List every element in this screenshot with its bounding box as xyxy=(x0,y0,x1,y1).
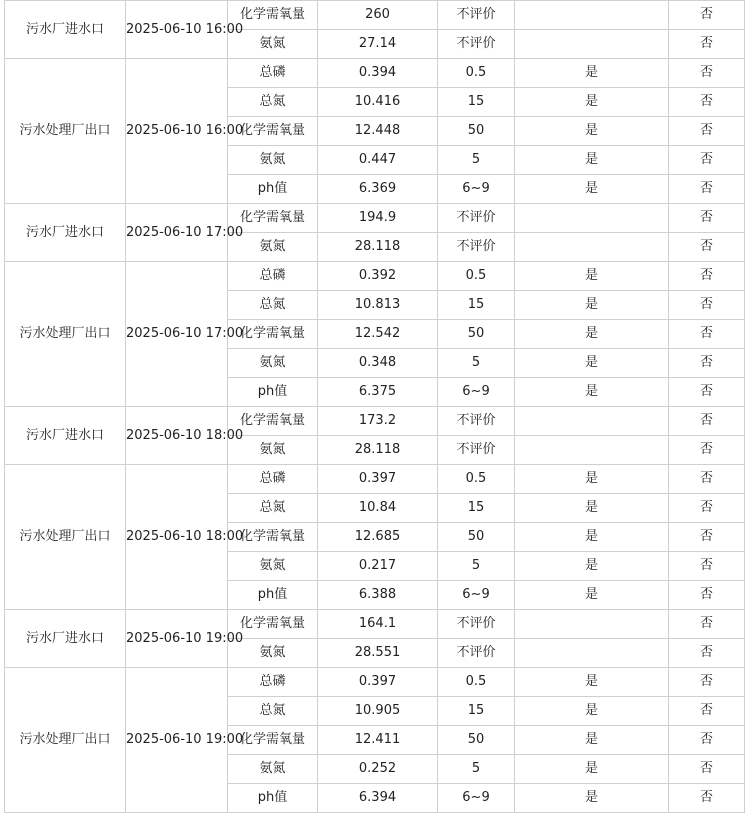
table-row xyxy=(5,262,745,291)
compliance-cell xyxy=(515,436,669,465)
measured-value-cell: 6.369 xyxy=(318,175,438,204)
standard-limit-cell: 0.5 xyxy=(438,262,515,291)
pollutant-item-cell: 氨氮 xyxy=(228,233,318,262)
measured-value-cell: 0.392 xyxy=(318,262,438,291)
standard-limit-cell: 不评价 xyxy=(438,233,515,262)
pollutant-item-cell: 化学需氧量 xyxy=(228,726,318,755)
compliance-cell: 是 xyxy=(515,581,669,610)
exceed-flag-cell: 否 xyxy=(669,552,745,581)
pollutant-item-cell: 总磷 xyxy=(228,59,318,88)
compliance-cell: 是 xyxy=(515,494,669,523)
compliance-cell: 是 xyxy=(515,523,669,552)
exceed-flag-cell: 否 xyxy=(669,697,745,726)
site-name-cell: 污水处理厂出口 xyxy=(5,465,126,610)
measured-value-cell: 0.394 xyxy=(318,59,438,88)
exceed-flag-cell: 否 xyxy=(669,233,745,262)
compliance-cell: 是 xyxy=(515,175,669,204)
exceed-flag-cell: 否 xyxy=(669,204,745,233)
monitor-time-cell: 2025-06-10 19:00 xyxy=(126,610,228,668)
standard-limit-cell: 15 xyxy=(438,291,515,320)
pollutant-item-cell: 氨氮 xyxy=(228,436,318,465)
measured-value-cell: 164.1 xyxy=(318,610,438,639)
pollutant-item-cell: 总磷 xyxy=(228,668,318,697)
pollutant-item-cell: 化学需氧量 xyxy=(228,1,318,30)
site-name-cell: 污水处理厂出口 xyxy=(5,59,126,204)
monitor-time-cell: 2025-06-10 17:00 xyxy=(126,204,228,262)
compliance-cell xyxy=(515,610,669,639)
exceed-flag-cell: 否 xyxy=(669,262,745,291)
pollutant-item-cell: 化学需氧量 xyxy=(228,610,318,639)
pollutant-item-cell: 化学需氧量 xyxy=(228,320,318,349)
monitor-time-cell: 2025-06-10 16:00 xyxy=(126,1,228,59)
standard-limit-cell: 6~9 xyxy=(438,175,515,204)
compliance-cell xyxy=(515,204,669,233)
compliance-cell: 是 xyxy=(515,668,669,697)
standard-limit-cell: 50 xyxy=(438,320,515,349)
standard-limit-cell: 5 xyxy=(438,552,515,581)
exceed-flag-cell: 否 xyxy=(669,88,745,117)
monitoring-data-table xyxy=(4,0,745,813)
compliance-cell: 是 xyxy=(515,117,669,146)
monitor-time-cell: 2025-06-10 19:00 xyxy=(126,668,228,813)
compliance-cell xyxy=(515,30,669,59)
compliance-cell: 是 xyxy=(515,755,669,784)
measured-value-cell: 10.813 xyxy=(318,291,438,320)
standard-limit-cell: 6~9 xyxy=(438,784,515,813)
measured-value-cell: 28.118 xyxy=(318,233,438,262)
measured-value-cell: 6.388 xyxy=(318,581,438,610)
compliance-cell: 是 xyxy=(515,320,669,349)
site-name-cell: 污水厂进水口 xyxy=(5,1,126,59)
monitor-time-cell: 2025-06-10 17:00 xyxy=(126,262,228,407)
standard-limit-cell: 50 xyxy=(438,726,515,755)
compliance-cell: 是 xyxy=(515,465,669,494)
measured-value-cell: 0.252 xyxy=(318,755,438,784)
compliance-cell: 是 xyxy=(515,697,669,726)
measured-value-cell: 28.551 xyxy=(318,639,438,668)
compliance-cell: 是 xyxy=(515,349,669,378)
pollutant-item-cell: ph值 xyxy=(228,581,318,610)
exceed-flag-cell: 否 xyxy=(669,610,745,639)
exceed-flag-cell: 否 xyxy=(669,117,745,146)
measured-value-cell: 27.14 xyxy=(318,30,438,59)
measured-value-cell: 173.2 xyxy=(318,407,438,436)
site-name-cell: 污水厂进水口 xyxy=(5,610,126,668)
standard-limit-cell: 不评价 xyxy=(438,1,515,30)
standard-limit-cell: 不评价 xyxy=(438,30,515,59)
standard-limit-cell: 不评价 xyxy=(438,610,515,639)
monitor-time-cell: 2025-06-10 18:00 xyxy=(126,407,228,465)
exceed-flag-cell: 否 xyxy=(669,1,745,30)
exceed-flag-cell: 否 xyxy=(669,755,745,784)
compliance-cell: 是 xyxy=(515,88,669,117)
exceed-flag-cell: 否 xyxy=(669,494,745,523)
standard-limit-cell: 15 xyxy=(438,494,515,523)
pollutant-item-cell: 总氮 xyxy=(228,494,318,523)
compliance-cell: 是 xyxy=(515,552,669,581)
exceed-flag-cell: 否 xyxy=(669,668,745,697)
measured-value-cell: 0.217 xyxy=(318,552,438,581)
pollutant-item-cell: ph值 xyxy=(228,378,318,407)
standard-limit-cell: 5 xyxy=(438,146,515,175)
table-row xyxy=(5,465,745,494)
standard-limit-cell: 6~9 xyxy=(438,581,515,610)
compliance-cell: 是 xyxy=(515,291,669,320)
pollutant-item-cell: 化学需氧量 xyxy=(228,407,318,436)
pollutant-item-cell: 总磷 xyxy=(228,262,318,291)
compliance-cell: 是 xyxy=(515,262,669,291)
exceed-flag-cell: 否 xyxy=(669,320,745,349)
pollutant-item-cell: 化学需氧量 xyxy=(228,523,318,552)
exceed-flag-cell: 否 xyxy=(669,349,745,378)
pollutant-item-cell: 氨氮 xyxy=(228,349,318,378)
exceed-flag-cell: 否 xyxy=(669,581,745,610)
measured-value-cell: 10.905 xyxy=(318,697,438,726)
pollutant-item-cell: 氨氮 xyxy=(228,146,318,175)
measured-value-cell: 12.542 xyxy=(318,320,438,349)
measured-value-cell: 6.394 xyxy=(318,784,438,813)
compliance-cell: 是 xyxy=(515,726,669,755)
measured-value-cell: 28.118 xyxy=(318,436,438,465)
compliance-cell: 是 xyxy=(515,378,669,407)
exceed-flag-cell: 否 xyxy=(669,436,745,465)
site-name-cell: 污水厂进水口 xyxy=(5,407,126,465)
measured-value-cell: 194.9 xyxy=(318,204,438,233)
measured-value-cell: 260 xyxy=(318,1,438,30)
exceed-flag-cell: 否 xyxy=(669,59,745,88)
exceed-flag-cell: 否 xyxy=(669,30,745,59)
compliance-cell: 是 xyxy=(515,146,669,175)
exceed-flag-cell: 否 xyxy=(669,726,745,755)
table-row xyxy=(5,668,745,697)
pollutant-item-cell: 氨氮 xyxy=(228,30,318,59)
monitor-time-cell: 2025-06-10 16:00 xyxy=(126,59,228,204)
compliance-cell xyxy=(515,233,669,262)
compliance-cell xyxy=(515,1,669,30)
monitor-time-cell: 2025-06-10 18:00 xyxy=(126,465,228,610)
measured-value-cell: 6.375 xyxy=(318,378,438,407)
compliance-cell xyxy=(515,639,669,668)
table-row xyxy=(5,407,745,436)
site-name-cell: 污水厂进水口 xyxy=(5,204,126,262)
standard-limit-cell: 0.5 xyxy=(438,668,515,697)
pollutant-item-cell: ph值 xyxy=(228,784,318,813)
exceed-flag-cell: 否 xyxy=(669,784,745,813)
standard-limit-cell: 0.5 xyxy=(438,59,515,88)
measured-value-cell: 12.448 xyxy=(318,117,438,146)
table-row xyxy=(5,59,745,88)
pollutant-item-cell: ph值 xyxy=(228,175,318,204)
measured-value-cell: 0.397 xyxy=(318,465,438,494)
pollutant-item-cell: 氨氮 xyxy=(228,552,318,581)
standard-limit-cell: 5 xyxy=(438,349,515,378)
table-row xyxy=(5,204,745,233)
pollutant-item-cell: 总磷 xyxy=(228,465,318,494)
exceed-flag-cell: 否 xyxy=(669,407,745,436)
exceed-flag-cell: 否 xyxy=(669,523,745,552)
standard-limit-cell: 不评价 xyxy=(438,436,515,465)
measured-value-cell: 12.685 xyxy=(318,523,438,552)
exceed-flag-cell: 否 xyxy=(669,378,745,407)
measured-value-cell: 0.447 xyxy=(318,146,438,175)
compliance-cell: 是 xyxy=(515,59,669,88)
pollutant-item-cell: 氨氮 xyxy=(228,639,318,668)
exceed-flag-cell: 否 xyxy=(669,175,745,204)
table-row xyxy=(5,610,745,639)
measured-value-cell: 10.416 xyxy=(318,88,438,117)
measured-value-cell: 0.348 xyxy=(318,349,438,378)
standard-limit-cell: 50 xyxy=(438,523,515,552)
pollutant-item-cell: 总氮 xyxy=(228,88,318,117)
standard-limit-cell: 0.5 xyxy=(438,465,515,494)
standard-limit-cell: 15 xyxy=(438,697,515,726)
standard-limit-cell: 不评价 xyxy=(438,204,515,233)
pollutant-item-cell: 化学需氧量 xyxy=(228,204,318,233)
exceed-flag-cell: 否 xyxy=(669,146,745,175)
measured-value-cell: 10.84 xyxy=(318,494,438,523)
site-name-cell: 污水处理厂出口 xyxy=(5,668,126,813)
site-name-cell: 污水处理厂出口 xyxy=(5,262,126,407)
pollutant-item-cell: 总氮 xyxy=(228,697,318,726)
exceed-flag-cell: 否 xyxy=(669,465,745,494)
exceed-flag-cell: 否 xyxy=(669,291,745,320)
standard-limit-cell: 不评价 xyxy=(438,639,515,668)
table-body xyxy=(5,1,745,813)
measured-value-cell: 0.397 xyxy=(318,668,438,697)
table-row xyxy=(5,1,745,30)
measured-value-cell: 12.411 xyxy=(318,726,438,755)
pollutant-item-cell: 氨氮 xyxy=(228,755,318,784)
compliance-cell: 是 xyxy=(515,784,669,813)
standard-limit-cell: 50 xyxy=(438,117,515,146)
pollutant-item-cell: 总氮 xyxy=(228,291,318,320)
standard-limit-cell: 不评价 xyxy=(438,407,515,436)
standard-limit-cell: 6~9 xyxy=(438,378,515,407)
pollutant-item-cell: 化学需氧量 xyxy=(228,117,318,146)
compliance-cell xyxy=(515,407,669,436)
standard-limit-cell: 15 xyxy=(438,88,515,117)
exceed-flag-cell: 否 xyxy=(669,639,745,668)
standard-limit-cell: 5 xyxy=(438,755,515,784)
